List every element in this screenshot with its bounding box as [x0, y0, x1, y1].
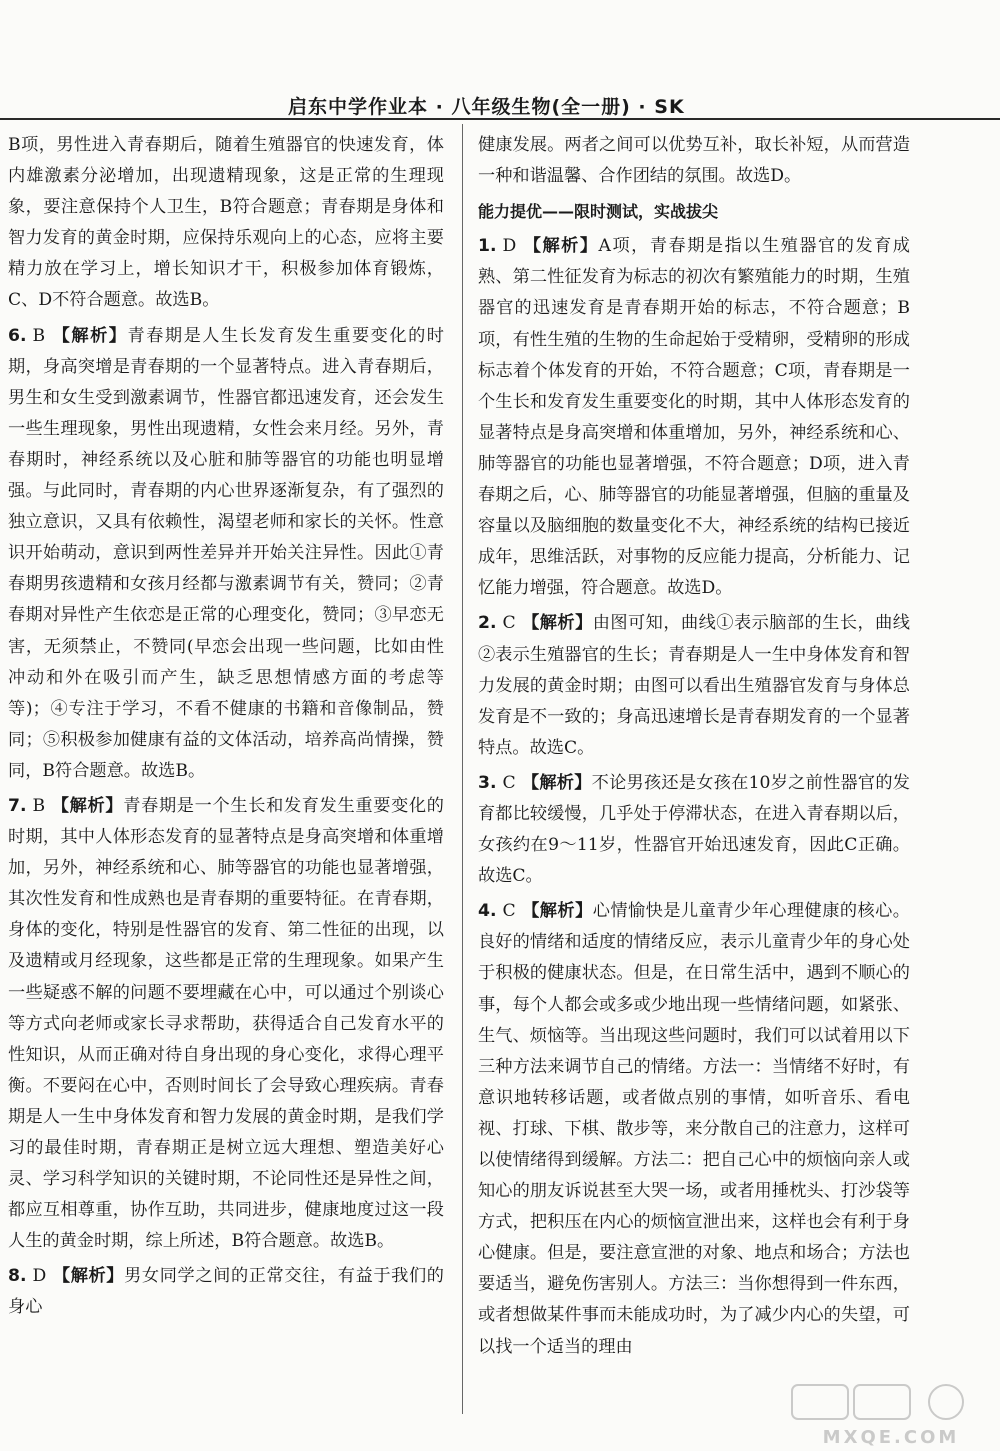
- item-text: 由图可知，曲线①表示脑部的生长，曲线②表示生殖器官的生长；青春期是人一生中身体发育和智力发展的黄金时期；由图可以看出生殖器官发育与身体总发育是不一致的；身高迅速增长是青春期发育的一个显著特点。故选C。: [478, 613, 910, 758]
- answer-item-2: [478, 608, 910, 763]
- page-header: [0, 92, 1000, 120]
- item-number: 3.: [478, 772, 497, 793]
- item-number: 1.: [478, 236, 497, 257]
- answer-item-4: [478, 896, 910, 1362]
- item-text: 青春期是一个生长和发育发生重要变化的时期，其中人体形态发育的显著特点是身高突增和体重增加，另外，神经系统和心、肺等器官的功能也显著增强，其次性发育和性成熟也是青春期的重要特征。在青春期，身体的变化，特别是性器官的发育、第二性征的出现，以及遗精或月经现象，这些都是正常的生理现象。如果产生一些疑惑不解的问题不要埋藏在心中，可以通过个别谈心等方式向老师或家长寻求帮助，获得适合自己发育水平的性知识，从而正确对待自身出现的身心变化，求得心理平衡。不要闷在心中，否则时间长了会导致心理疾病。青春期是人一生中身体发育和智力发展的黄金时期，是我们学习的最佳时期，青春期正是树立远大理想、塑造美好心灵、学习科学知识的关键时期，不论同性还是异性之间，都应互相尊重，协作互助，共同进步，健康地度过这一段人生的黄金时期，综上所述，B符合题意。故选B。: [8, 795, 444, 1252]
- section-heading: 能力提优——限时测试，实战拔尖: [478, 202, 719, 222]
- item-answer: C: [502, 613, 516, 634]
- item-answer: C: [502, 901, 516, 922]
- page-title: 启东中学作业本 · 八年级生物(全一册) · SK: [288, 96, 685, 118]
- continued-paragraph: B项，男性进入青春期后，随着生殖器官的快速发育，体内雄激素分泌增加，出现遗精现象，这是正常的生理现象，要注意保持个人卫生，B符合题意；青春期是身体和智力发育的黄金时期，应保持乐观向上的心态，应将主要精力放在学习上，增长知识才干，积极参加体育锻炼，C、D不符合题意。故选B。: [8, 135, 444, 311]
- right-column: [478, 130, 910, 1367]
- item-answer: B: [32, 325, 46, 346]
- item-text: 青春期是人生长发育发生重要变化的时期，身高突增是青春期的一个显著特点。进入青春期后，男生和女生受到激素调节，性器官都迅速发育，还会发生一些生理现象，男性出现遗精，女性会来月经。另外，青春期时，神经系统以及心脏和肺等器官的功能也明显增强。与此同时，青春期的内心世界逐渐复杂，有了强烈的独立意识，又具有依赖性，渴望老师和家长的关怀。性意识开始萌动，意识到两性差异并开始关注异性。因此①青春期男孩遗精和女孩月经都与激素调节有关，赞同；②青春期对异性产生依恋是正常的心理变化，赞同；③早恋无害，无须禁止，不赞同(早恋会出现一些问题，比如由性冲动和外在吸引而产生，缺乏思想情感方面的考虑等等)；④专注于学习，不看不健康的书籍和音像制品，赞同；⑤积极参加健康有益的文体活动，培养高尚情操，赞同，B符合题意。故选B。: [8, 325, 444, 781]
- item-answer: D: [502, 236, 517, 257]
- column-divider: [462, 124, 463, 1414]
- analysis-tag: 【解析】: [522, 236, 599, 257]
- item-answer: C: [502, 772, 516, 793]
- item-text: 心情愉快是儿童青少年心理健康的核心。良好的情绪和适度的情绪反应，表示儿童青少年的身心处于积极的健康状态。但是，在日常生活中，遇到不顺心的事，每个人都会或多或少地出现一些情绪问题，如紧张、生气、烦恼等。当出现这些问题时，我们可以试着用以下三种方法来调节自己的情绪。方法一：当情绪不好时，有意识地转移话题，或者做点别的事情，如听音乐、看电视、打球、下棋、散步等，来分散自己的注意力，这样可以使情绪得到缓解。方法二：把自己心中的烦恼向亲人或知心的朋友诉说甚至大哭一场，或者用捶枕头、打沙袋等方式，把积压在内心的烦恼宣泄出来，这样也会有利于身心健康。但是，要注意宣泄的对象、地点和场合；方法也要适当，避免伤害别人。方法三：当你想得到一件东西，或者想做某件事而未能成功时，为了减少内心的失望，可以找一个适当的理由: [478, 901, 910, 1357]
- item-number: 7.: [8, 795, 27, 816]
- analysis-tag: 【解析】: [52, 1266, 125, 1287]
- continued-paragraph: 健康发展。两者之间可以优势互补，取长补短，从而营造一种和谐温馨、合作团结的氛围。故选D。: [478, 135, 910, 187]
- item-number: 6.: [8, 325, 27, 346]
- answer-item-8: [8, 1261, 444, 1323]
- answer-item-7: [8, 791, 444, 1257]
- item-text: 不论男孩还是女孩在10岁之前性器官的发育都比较缓慢，几乎处于停滞状态，在进入青春期以后，女孩约在9～11岁，性器官开始迅速发育，因此C正确。故选C。: [478, 772, 910, 887]
- answer-item-1: [478, 231, 910, 604]
- answer-item-6: [8, 321, 444, 787]
- analysis-tag: 【解析】: [521, 901, 593, 922]
- item-text: A项，青春期是指以生殖器官的发育成熟、第二性征发育为标志的初次有繁殖能力的时期，生殖器官的迅速发育是青春期开始的标志，不符合题意；B项，有性生殖的生物的生命起始于受精卵，受精卵的形成标志着个体发育的开始，不符合题意；C项，青春期是一个生长和发育发生重要变化的时期，其中人体形态发育的显著特点是身高突增和体重增加，另外，神经系统和心、肺等器官的功能也显著增强，不符合题意；D项，进入青春期之后，心、肺等器官的功能显著增强，但脑的重量及容量以及脑细胞的数量变化不大，神经系统的结构已接近成年，思维活跃，对事物的反应能力提高，分析能力、记忆能力增强，符合题意。故选D。: [478, 236, 910, 599]
- svg-text:MXQE.COM: MXQE.COM: [822, 1427, 960, 1448]
- analysis-tag: 【解析】: [521, 772, 592, 793]
- analysis-tag: 【解析】: [51, 795, 124, 816]
- item-number: 2.: [478, 613, 497, 634]
- item-number: 4.: [478, 901, 497, 922]
- analysis-tag: 【解析】: [521, 613, 593, 634]
- left-column: [8, 130, 444, 1328]
- item-answer: D: [32, 1266, 47, 1287]
- watermark-logo: [786, 1381, 996, 1451]
- header-rule: [0, 118, 1000, 120]
- item-answer: B: [32, 795, 46, 816]
- item-number: 8.: [8, 1266, 27, 1287]
- analysis-tag: 【解析】: [51, 325, 128, 346]
- answer-item-3: [478, 768, 910, 892]
- item-text: 男女同学之间的正常交往，有益于我们的身心: [8, 1266, 444, 1318]
